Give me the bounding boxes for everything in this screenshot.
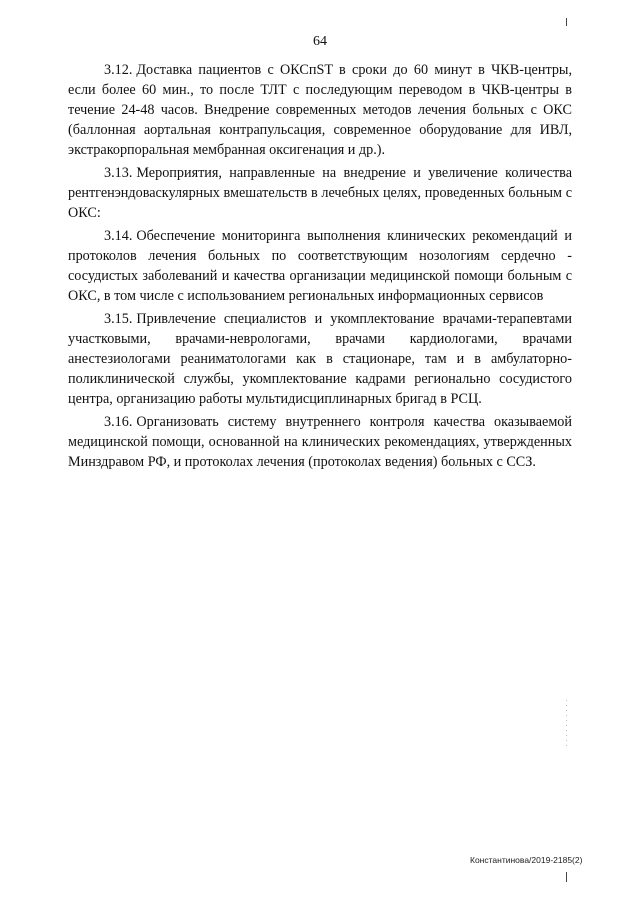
paragraph-text: Обеспечение мониторинга выполнения клинических рекомендаций и протоколов лечения больных по соответствующим нозологиям сердечно - сосудистых заболеваний и качества организации медицинской помощи больным с ОКС, в том числе с использованием региональных информационных сервисов <box>68 228 572 304</box>
paragraph-label: 3.13. <box>104 165 133 181</box>
paragraph-label: 3.12. <box>104 62 133 78</box>
paragraph-text: Организовать систему внутреннего контроля качества оказываемой медицинской помощи, основанной на клинических рекомендациях, утвержденных Минздравом РФ, и протоколах лечения (протоколах ведения) больных с ССЗ. <box>68 414 572 470</box>
paragraph-3-16 <box>68 412 572 472</box>
scan-mark-bottom <box>566 872 567 882</box>
paragraph-text: Доставка пациентов с ОКСпST в сроки до 60 минут в ЧКВ-центры, если более 60 мин., то после ТЛТ с последующим переводом в ЧКВ-центры в течение 24-48 часов. Внедрение современных методов лечения больных с ОКС (баллонная аортальная контрапульсация, современное оборудование для ИВЛ, экстракорпоральная мембранная оксигенация и др.). <box>68 62 572 158</box>
document-body <box>68 60 572 475</box>
paragraph-3-12 <box>68 60 572 160</box>
scan-mark-top <box>566 18 567 26</box>
page-number: 64 <box>313 34 327 49</box>
paragraph-text: Мероприятия, направленные на внедрение и увеличение количества рентгенэндоваскулярных вмешательств в лечебных целях, проведенных больным с ОКС: <box>68 165 572 221</box>
paragraph-label: 3.16. <box>104 414 133 430</box>
scan-dots-right <box>566 700 567 750</box>
paragraph-label: 3.15. <box>104 311 133 327</box>
paragraph-label: 3.14. <box>104 228 133 244</box>
paragraph-3-13 <box>68 163 572 223</box>
paragraph-text: Привлечение специалистов и укомплектование врачами-терапевтами участковыми, врачами-неврологами, врачами кардиологами, врачами анестезиологами реаниматологами как в стационаре, там и в амбулаторно-поликлинической службы, укомплектование кадрами регионально сосудистого центра, организацию работы мультидисциплинарных бригад в РСЦ. <box>68 311 572 407</box>
paragraph-3-14 <box>68 226 572 306</box>
paragraph-3-15 <box>68 309 572 409</box>
document-registration-code: Константинова/2019-2185(2) <box>470 855 583 865</box>
